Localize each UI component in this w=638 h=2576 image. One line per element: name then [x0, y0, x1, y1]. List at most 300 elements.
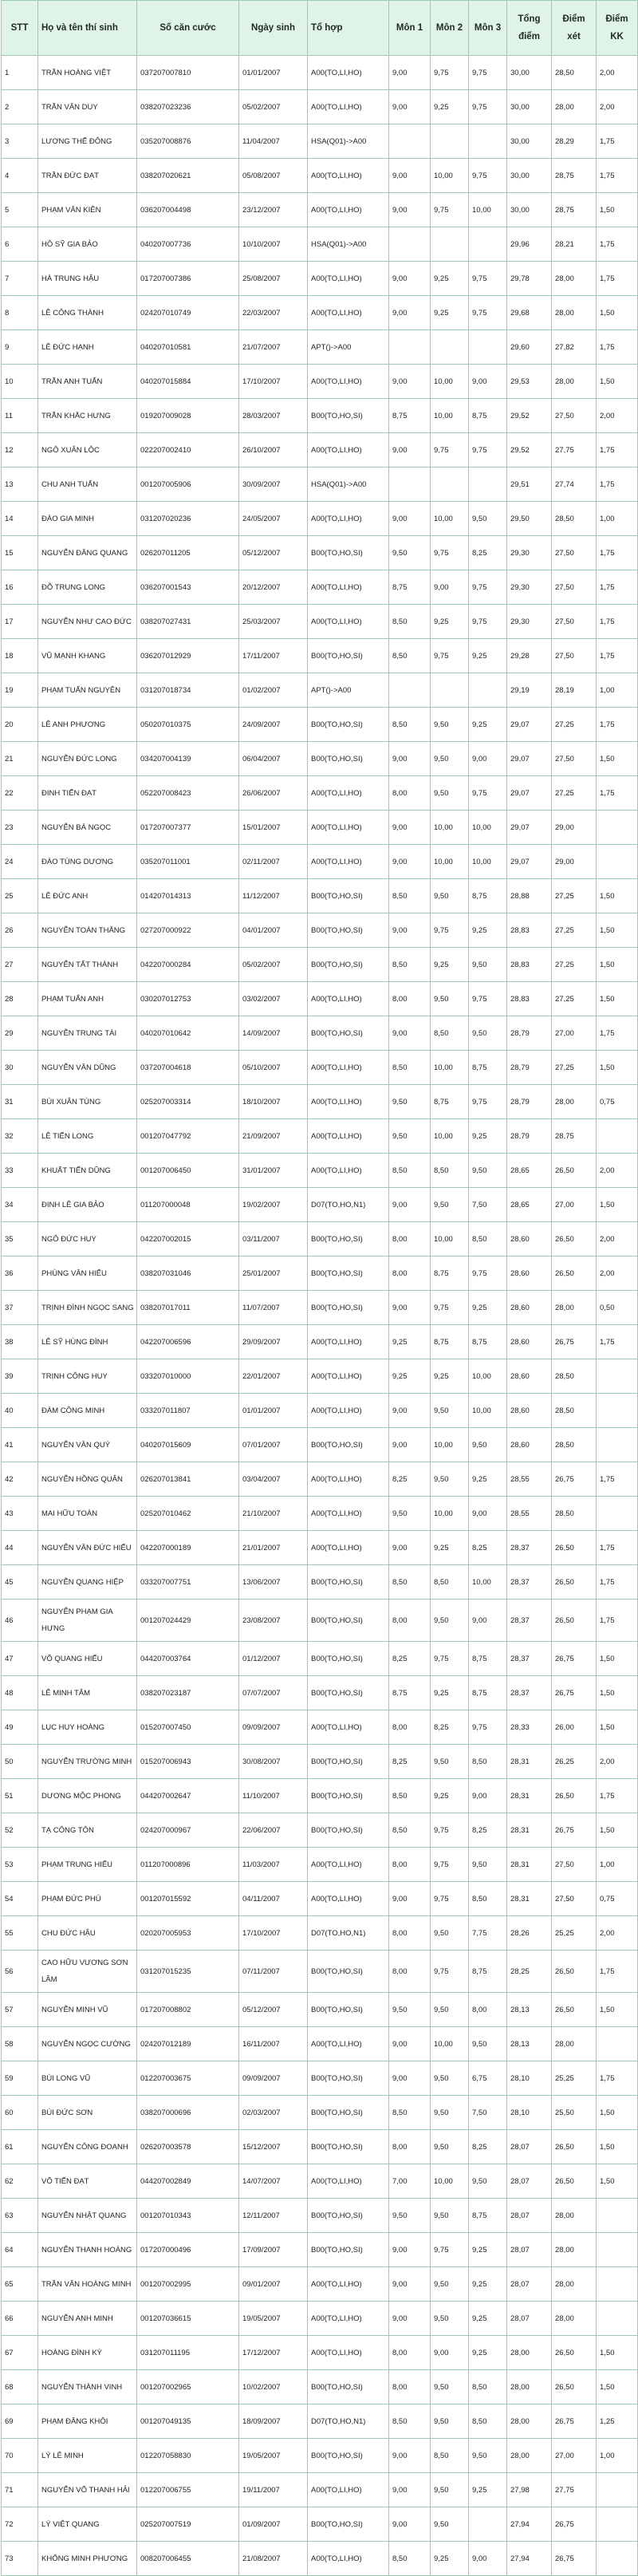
cell-subject-3: 10,00	[469, 1359, 507, 1394]
cell-review-score: 27,25	[552, 776, 597, 811]
cell-dob: 17/10/2007	[239, 1916, 308, 1951]
table-row	[2, 845, 638, 879]
cell-stt: 68	[2, 2370, 38, 2404]
cell-combo: B00(TO,HO,SI)	[308, 1642, 389, 1676]
cell-total: 28,25	[507, 1951, 552, 1993]
cell-subject-2: 10,00	[431, 399, 469, 433]
cell-stt: 64	[2, 2233, 38, 2267]
cell-total: 28,00	[507, 2404, 552, 2439]
cell-dob: 19/05/2007	[239, 2439, 308, 2473]
cell-combo: A00(TO,LI,HO)	[308, 56, 389, 90]
cell-subject-3: 8,75	[469, 2199, 507, 2233]
cell-combo: A00(TO,LI,HO)	[308, 1085, 389, 1119]
cell-bonus: 1,50	[597, 2164, 638, 2199]
cell-subject-2: 8,25	[431, 1710, 469, 1745]
cell-total: 29,07	[507, 708, 552, 742]
cell-bonus: 1,25	[597, 2404, 638, 2439]
cell-stt: 56	[2, 1951, 38, 1993]
cell-subject-1: 9,50	[389, 1085, 431, 1119]
cell-subject-1: 8,50	[389, 605, 431, 639]
cell-dob: 01/01/2007	[239, 1394, 308, 1428]
cell-bonus: 1,75	[597, 1016, 638, 1051]
cell-subject-2: 9,50	[431, 776, 469, 811]
cell-name: NGUYỄN TẤT THÀNH	[38, 948, 137, 982]
cell-subject-2	[431, 673, 469, 708]
cell-subject-3: 9,75	[469, 1710, 507, 1745]
header-row	[2, 1, 638, 56]
cell-dob: 01/01/2007	[239, 56, 308, 90]
cell-review-score: 26,25	[552, 1745, 597, 1779]
cell-subject-2: 10,00	[431, 811, 469, 845]
cell-subject-1: 8,00	[389, 2370, 431, 2404]
cell-review-score: 27,00	[552, 2439, 597, 2473]
cell-subject-3: 9,75	[469, 776, 507, 811]
cell-id: 031207015235	[137, 1951, 239, 1993]
cell-subject-1: 9,00	[389, 1291, 431, 1325]
cell-subject-1: 8,25	[389, 1745, 431, 1779]
cell-subject-3: 8,25	[469, 1813, 507, 1848]
cell-id: 042207006596	[137, 1325, 239, 1359]
table-row	[2, 639, 638, 673]
cell-review-score: 28,00	[552, 90, 597, 124]
table-row	[2, 1710, 638, 1745]
cell-combo: B00(TO,HO,SI)	[308, 1745, 389, 1779]
cell-stt: 61	[2, 2130, 38, 2164]
cell-dob: 23/08/2007	[239, 1600, 308, 1642]
cell-stt: 22	[2, 776, 38, 811]
cell-id: 014207014313	[137, 879, 239, 913]
table-row	[2, 1394, 638, 1428]
cell-bonus: 0,75	[597, 1882, 638, 1916]
cell-stt: 20	[2, 708, 38, 742]
cell-name: NGUYỄN NGỌC CƯỜNG	[38, 2027, 137, 2061]
cell-total: 28,60	[507, 1394, 552, 1428]
cell-bonus: 1,75	[597, 570, 638, 605]
cell-total: 30,00	[507, 193, 552, 227]
cell-stt: 43	[2, 1497, 38, 1531]
cell-bonus: 1,75	[597, 1779, 638, 1813]
cell-subject-2: 9,50	[431, 2302, 469, 2336]
cell-id: 040207015884	[137, 365, 239, 399]
cell-combo: B00(TO,HO,SI)	[308, 1951, 389, 1993]
table-row	[2, 2233, 638, 2267]
cell-subject-3: 9,75	[469, 296, 507, 330]
cell-combo: B00(TO,HO,SI)	[308, 2507, 389, 2542]
cell-combo: B00(TO,HO,SI)	[308, 948, 389, 982]
cell-review-score: 27,50	[552, 1882, 597, 1916]
cell-combo: B00(TO,HO,SI)	[308, 742, 389, 776]
cell-review-score: 27,50	[552, 570, 597, 605]
cell-id: 035207011001	[137, 845, 239, 879]
cell-subject-2: 9,25	[431, 262, 469, 296]
cell-total: 29,68	[507, 296, 552, 330]
cell-stt: 37	[2, 1291, 38, 1325]
cell-name: ĐÀO TÙNG DƯƠNG	[38, 845, 137, 879]
cell-stt: 11	[2, 399, 38, 433]
table-row	[2, 1428, 638, 1462]
cell-subject-2: 9,25	[431, 1531, 469, 1565]
cell-review-score: 26,75	[552, 1325, 597, 1359]
cell-stt: 9	[2, 330, 38, 365]
cell-name: NGUYỄN VĂN QUÝ	[38, 1428, 137, 1462]
cell-dob: 30/08/2007	[239, 1745, 308, 1779]
cell-id: 044207003764	[137, 1642, 239, 1676]
cell-stt: 54	[2, 1882, 38, 1916]
cell-subject-1: 9,50	[389, 1119, 431, 1154]
cell-dob: 24/09/2007	[239, 708, 308, 742]
cell-name: VÕ QUANG HIẾU	[38, 1642, 137, 1676]
cell-name: NGUYỄN ĐỨC LONG	[38, 742, 137, 776]
cell-subject-2	[431, 227, 469, 262]
cell-dob: 01/09/2007	[239, 2507, 308, 2542]
cell-combo: B00(TO,HO,SI)	[308, 1600, 389, 1642]
cell-review-score: 28,75	[552, 193, 597, 227]
cell-subject-1: 9,00	[389, 159, 431, 193]
cell-bonus: 1,75	[597, 536, 638, 570]
cell-review-score: 27,25	[552, 913, 597, 948]
cell-bonus: 1,50	[597, 879, 638, 913]
cell-subject-2: 9,75	[431, 913, 469, 948]
cell-total: 28,79	[507, 1119, 552, 1154]
cell-total: 28,37	[507, 1676, 552, 1710]
cell-stt: 33	[2, 1154, 38, 1188]
cell-stt: 57	[2, 1993, 38, 2027]
cell-dob: 25/01/2007	[239, 1256, 308, 1291]
cell-subject-1: 9,00	[389, 1428, 431, 1462]
cell-subject-1: 8,00	[389, 1916, 431, 1951]
cell-bonus: 1,50	[597, 913, 638, 948]
cell-id: 033207011807	[137, 1394, 239, 1428]
cell-subject-3: 9,50	[469, 2439, 507, 2473]
cell-name: LÝ LÊ MINH	[38, 2439, 137, 2473]
table-row	[2, 536, 638, 570]
cell-name: KHỔNG MINH PHƯƠNG	[38, 2542, 137, 2576]
header-total: Tổng điểm	[507, 1, 552, 56]
cell-bonus: 1,75	[597, 1951, 638, 1993]
cell-review-score: 27,75	[552, 433, 597, 467]
cell-id: 038207027431	[137, 605, 239, 639]
cell-dob: 20/12/2007	[239, 570, 308, 605]
cell-subject-1: 8,00	[389, 776, 431, 811]
cell-stt: 30	[2, 1051, 38, 1085]
cell-subject-3: 9,75	[469, 90, 507, 124]
cell-dob: 16/11/2007	[239, 2027, 308, 2061]
cell-name: NGUYỄN CÔNG ĐOANH	[38, 2130, 137, 2164]
cell-stt: 18	[2, 639, 38, 673]
cell-bonus: 1,50	[597, 2336, 638, 2370]
cell-review-score: 26,75	[552, 2542, 597, 2576]
cell-subject-2: 9,50	[431, 2096, 469, 2130]
cell-bonus	[597, 2027, 638, 2061]
cell-total: 28,31	[507, 1813, 552, 1848]
cell-subject-1: 8,50	[389, 879, 431, 913]
cell-stt: 27	[2, 948, 38, 982]
table-row	[2, 1531, 638, 1565]
cell-id: 001207024429	[137, 1600, 239, 1642]
cell-total: 28,00	[507, 2336, 552, 2370]
cell-review-score: 28,00	[552, 1085, 597, 1119]
table-row	[2, 982, 638, 1016]
cell-name: TẠ CÔNG TÔN	[38, 1813, 137, 1848]
cell-total: 28,65	[507, 1154, 552, 1188]
cell-subject-3: 10,00	[469, 1565, 507, 1600]
table-row	[2, 90, 638, 124]
table-row	[2, 605, 638, 639]
table-row	[2, 948, 638, 982]
cell-review-score: 27,25	[552, 708, 597, 742]
table-row	[2, 296, 638, 330]
header-id: Số căn cước	[137, 1, 239, 56]
cell-bonus: 1,50	[597, 948, 638, 982]
cell-subject-3: 9,50	[469, 2027, 507, 2061]
cell-combo: HSA(Q01)->A00	[308, 124, 389, 159]
cell-review-score: 27,75	[552, 2473, 597, 2507]
cell-dob: 12/11/2007	[239, 2199, 308, 2233]
cell-stt: 66	[2, 2302, 38, 2336]
cell-bonus: 1,50	[597, 1642, 638, 1676]
cell-total: 28,83	[507, 982, 552, 1016]
cell-dob: 26/10/2007	[239, 433, 308, 467]
table-row	[2, 570, 638, 605]
cell-review-score: 28,21	[552, 227, 597, 262]
cell-subject-2: 9,50	[431, 2473, 469, 2507]
cell-id: 040207007736	[137, 227, 239, 262]
cell-total: 28,13	[507, 2027, 552, 2061]
cell-dob: 10/02/2007	[239, 2370, 308, 2404]
cell-combo: HSA(Q01)->A00	[308, 227, 389, 262]
cell-combo: B00(TO,HO,SI)	[308, 1676, 389, 1710]
cell-dob: 11/10/2007	[239, 1779, 308, 1813]
cell-subject-2: 8,75	[431, 1325, 469, 1359]
cell-subject-2: 9,50	[431, 742, 469, 776]
cell-subject-2: 9,50	[431, 1394, 469, 1428]
cell-dob: 03/11/2007	[239, 1222, 308, 1256]
cell-subject-1: 9,00	[389, 262, 431, 296]
cell-subject-3: 8,50	[469, 2370, 507, 2404]
cell-combo: B00(TO,HO,SI)	[308, 708, 389, 742]
table-row	[2, 2473, 638, 2507]
cell-bonus: 1,75	[597, 2061, 638, 2096]
cell-review-score: 27,50	[552, 1848, 597, 1882]
cell-combo: A00(TO,LI,HO)	[308, 1462, 389, 1497]
cell-dob: 07/11/2007	[239, 1951, 308, 1993]
cell-subject-3: 9,00	[469, 1779, 507, 1813]
cell-stt: 25	[2, 879, 38, 913]
cell-subject-2: 9,25	[431, 1676, 469, 1710]
table-row	[2, 2096, 638, 2130]
cell-subject-2: 9,50	[431, 2061, 469, 2096]
cell-stt: 62	[2, 2164, 38, 2199]
cell-name: PHẠM TUẤN ANH	[38, 982, 137, 1016]
cell-review-score: 26,50	[552, 1222, 597, 1256]
cell-id: 008207006455	[137, 2542, 239, 2576]
cell-review-score: 28,00	[552, 2027, 597, 2061]
cell-stt: 12	[2, 433, 38, 467]
cell-subject-2: 9,25	[431, 1779, 469, 1813]
cell-subject-3: 8,50	[469, 2404, 507, 2439]
cell-name: VŨ MẠNH KHANG	[38, 639, 137, 673]
cell-subject-1: 8,75	[389, 399, 431, 433]
cell-bonus	[597, 2473, 638, 2507]
cell-name: KHUẤT TIẾN DŨNG	[38, 1154, 137, 1188]
cell-total: 28,37	[507, 1642, 552, 1676]
cell-id: 036207001543	[137, 570, 239, 605]
cell-subject-1: 9,00	[389, 2473, 431, 2507]
cell-total: 29,52	[507, 399, 552, 433]
cell-subject-1	[389, 124, 431, 159]
table-row	[2, 1642, 638, 1676]
cell-subject-2: 10,00	[431, 502, 469, 536]
cell-bonus: 2,00	[597, 1222, 638, 1256]
cell-dob: 02/03/2007	[239, 2096, 308, 2130]
cell-total: 28,79	[507, 1085, 552, 1119]
table-row	[2, 1291, 638, 1325]
cell-subject-3: 9,25	[469, 639, 507, 673]
cell-subject-2: 9,50	[431, 2130, 469, 2164]
cell-total: 28,88	[507, 879, 552, 913]
cell-stt: 50	[2, 1745, 38, 1779]
cell-bonus: 1,00	[597, 2439, 638, 2473]
cell-subject-1: 9,00	[389, 2233, 431, 2267]
cell-subject-1: 9,25	[389, 1325, 431, 1359]
cell-id: 001207015592	[137, 1882, 239, 1916]
cell-review-score: 26,50	[552, 2164, 597, 2199]
cell-dob: 11/04/2007	[239, 124, 308, 159]
cell-subject-3: 9,75	[469, 982, 507, 1016]
cell-total: 30,00	[507, 56, 552, 90]
cell-combo: B00(TO,HO,SI)	[308, 879, 389, 913]
cell-stt: 58	[2, 2027, 38, 2061]
cell-subject-2: 9,50	[431, 1916, 469, 1951]
cell-subject-3	[469, 467, 507, 502]
table-row	[2, 433, 638, 467]
cell-id: 012207058830	[137, 2439, 239, 2473]
cell-subject-1: 8,75	[389, 570, 431, 605]
cell-subject-1: 9,00	[389, 2302, 431, 2336]
cell-subject-3: 9,00	[469, 1497, 507, 1531]
cell-stt: 15	[2, 536, 38, 570]
cell-review-score: 28,50	[552, 1359, 597, 1394]
cell-review-score: 28,75	[552, 1119, 597, 1154]
cell-bonus: 1,50	[597, 365, 638, 399]
header-name: Họ và tên thí sinh	[38, 1, 137, 56]
cell-combo: A00(TO,LI,HO)	[308, 365, 389, 399]
table-row	[2, 56, 638, 90]
cell-subject-3	[469, 2507, 507, 2542]
cell-bonus	[597, 845, 638, 879]
cell-dob: 13/06/2007	[239, 1565, 308, 1600]
cell-combo: A00(TO,LI,HO)	[308, 605, 389, 639]
cell-dob: 01/02/2007	[239, 673, 308, 708]
cell-dob: 09/09/2007	[239, 1710, 308, 1745]
cell-subject-1: 8,00	[389, 2130, 431, 2164]
table-row	[2, 2302, 638, 2336]
cell-subject-1: 8,50	[389, 2542, 431, 2576]
cell-total: 29,96	[507, 227, 552, 262]
cell-combo: A00(TO,LI,HO)	[308, 2542, 389, 2576]
cell-id: 040207010642	[137, 1016, 239, 1051]
table-row	[2, 1779, 638, 1813]
cell-subject-3: 10,00	[469, 1394, 507, 1428]
cell-combo: A00(TO,LI,HO)	[308, 1154, 389, 1188]
cell-bonus: 1,50	[597, 742, 638, 776]
cell-review-score: 28,00	[552, 1291, 597, 1325]
cell-subject-3: 7,50	[469, 2096, 507, 2130]
cell-subject-2: 9,50	[431, 2370, 469, 2404]
cell-stt: 70	[2, 2439, 38, 2473]
cell-subject-2: 9,75	[431, 1642, 469, 1676]
table-row	[2, 2164, 638, 2199]
header-subject-3: Môn 3	[469, 1, 507, 56]
cell-review-score: 29,00	[552, 845, 597, 879]
cell-id: 017207000496	[137, 2233, 239, 2267]
cell-subject-1: 9,50	[389, 1497, 431, 1531]
cell-combo: A00(TO,LI,HO)	[308, 1394, 389, 1428]
cell-stt: 29	[2, 1016, 38, 1051]
table-row	[2, 742, 638, 776]
cell-combo: A00(TO,LI,HO)	[308, 90, 389, 124]
cell-stt: 17	[2, 605, 38, 639]
cell-review-score: 27,50	[552, 605, 597, 639]
cell-dob: 21/07/2007	[239, 330, 308, 365]
cell-bonus: 1,75	[597, 708, 638, 742]
cell-subject-2: 10,00	[431, 2164, 469, 2199]
cell-review-score: 28,00	[552, 296, 597, 330]
cell-total: 30,00	[507, 90, 552, 124]
table-row	[2, 1565, 638, 1600]
cell-total: 28,60	[507, 1222, 552, 1256]
admission-results-table	[1, 0, 638, 2576]
cell-subject-2: 9,00	[431, 570, 469, 605]
table-row	[2, 1085, 638, 1119]
cell-stt: 59	[2, 2061, 38, 2096]
cell-total: 28,07	[507, 2233, 552, 2267]
cell-subject-1: 8,50	[389, 639, 431, 673]
cell-name: HOÀNG ĐÌNH KỲ	[38, 2336, 137, 2370]
cell-dob: 05/02/2007	[239, 948, 308, 982]
cell-subject-3: 9,75	[469, 433, 507, 467]
cell-combo: A00(TO,LI,HO)	[308, 1119, 389, 1154]
cell-combo: A00(TO,LI,HO)	[308, 2027, 389, 2061]
cell-name: NGUYỄN THANH HOÀNG	[38, 2233, 137, 2267]
cell-stt: 72	[2, 2507, 38, 2542]
cell-bonus: 1,50	[597, 1710, 638, 1745]
cell-bonus: 1,50	[597, 1051, 638, 1085]
cell-name: ĐỖ TRUNG LONG	[38, 570, 137, 605]
cell-dob: 21/10/2007	[239, 1497, 308, 1531]
cell-id: 025207003314	[137, 1085, 239, 1119]
cell-subject-2: 9,50	[431, 2404, 469, 2439]
cell-dob: 04/01/2007	[239, 913, 308, 948]
cell-bonus: 1,00	[597, 1848, 638, 1882]
cell-combo: A00(TO,LI,HO)	[308, 2473, 389, 2507]
cell-stt: 10	[2, 365, 38, 399]
cell-subject-1: 8,50	[389, 1154, 431, 1188]
cell-id: 040207010581	[137, 330, 239, 365]
cell-subject-2: 9,75	[431, 1951, 469, 1993]
cell-name: NGUYỄN BÁ NGỌC	[38, 811, 137, 845]
cell-combo: B00(TO,HO,SI)	[308, 1428, 389, 1462]
cell-name: BÙI XUÂN TÙNG	[38, 1085, 137, 1119]
cell-dob: 03/04/2007	[239, 1462, 308, 1497]
cell-bonus	[597, 1394, 638, 1428]
cell-subject-1: 8,00	[389, 1600, 431, 1642]
cell-subject-1: 9,00	[389, 1531, 431, 1565]
cell-total: 28,10	[507, 2096, 552, 2130]
cell-subject-2: 9,75	[431, 536, 469, 570]
cell-dob: 21/01/2007	[239, 1531, 308, 1565]
cell-bonus	[597, 2302, 638, 2336]
